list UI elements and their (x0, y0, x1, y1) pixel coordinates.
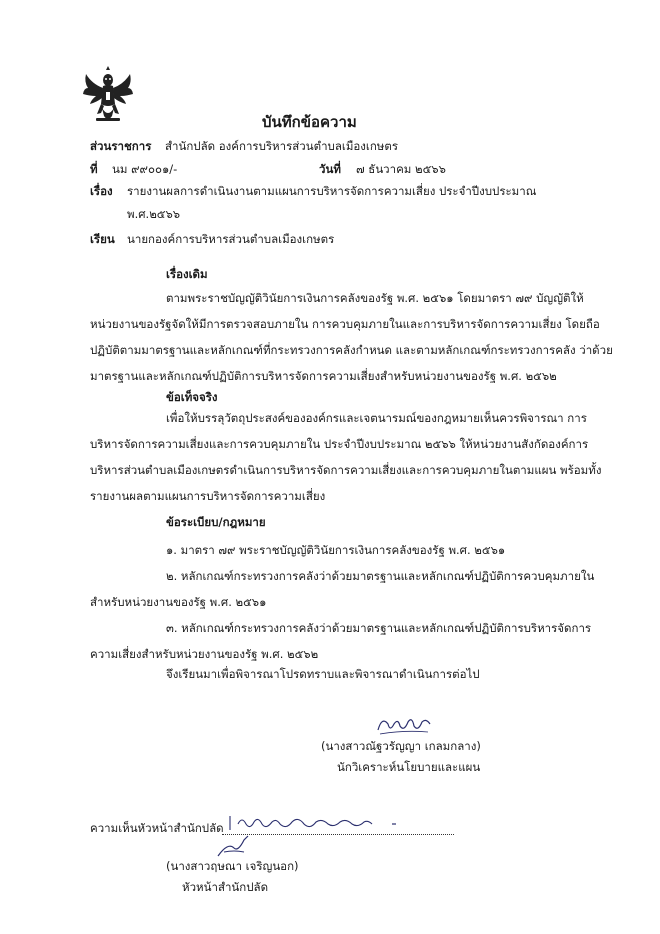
to-value: นายกองค์การบริหารส่วนตำบลเมืองเกษตร (127, 232, 335, 246)
background-heading: เรื่องเดิม (166, 267, 208, 281)
list-item-continuation: สำหรับหน่วยงานของรัฐ พ.ศ. ๒๕๖๑ (90, 595, 267, 609)
list-item-continuation: ความเสี่ยงสำหรับหน่วยงานของรัฐ พ.ศ. ๒๕๖๒ (90, 647, 319, 661)
signer-name: (นางสาวณัฐวรัญญา เกลมกลาง) (321, 739, 481, 753)
subject-line-1: รายงานผลการดำเนินงานตามแผนการบริหารจัดการความเสี่ยง ประจำปีงบประมาณ (127, 184, 537, 198)
list-item: ๓. หลักเกณฑ์กระทรวงการคลังว่าด้วยมาตรฐานและหลักเกณฑ์ปฏิบัติการบริหารจัดการ (166, 621, 592, 635)
handwritten-signature-icon (214, 834, 260, 860)
approval-label: ความเห็นหัวหน้าสำนักปลัด (90, 821, 224, 835)
garuda-emblem (82, 66, 134, 124)
closing-line: จึงเรียนมาเพื่อพิจารณาโปรดทราบและพิจารณาดำเนินการต่อไป (166, 667, 480, 681)
signer-signature (374, 712, 434, 742)
paragraph-line: ปฏิบัติตามมาตรฐานและหลักเกณฑ์ที่กระทรวงการคลังกำหนด และตามหลักเกณฑ์กระทรวงการคลัง ว่าด้วย (90, 343, 613, 357)
background-paragraph (90, 285, 613, 389)
to-label: เรียน (90, 232, 115, 246)
date-label: วันที่ (319, 162, 341, 176)
approver-position: หัวหน้าสำนักปลัด (182, 880, 269, 894)
subject-label: เรื่อง (90, 184, 113, 198)
ref-value: นม ๙๙๐๐๑/- (112, 162, 178, 176)
memo-title: บันทึกข้อความ (262, 113, 357, 131)
agency-label: ส่วนราชการ (90, 139, 152, 153)
paragraph-line: มาตรฐานและหลักเกณฑ์ปฏิบัติการบริหารจัดการความเสี่ยงสำหรับหน่วยงานของรัฐ พ.ศ. ๒๕๖๒ (90, 369, 557, 383)
paragraph-line: บริหารส่วนตำบลเมืองเกษตรดำเนินการบริหารจัดการความเสี่ยงและการควบคุมภายในตามแผน พร้อมทั้ง (90, 463, 602, 477)
paragraph-line: หน่วยงานของรัฐจัดให้มีการตรวจสอบภายใน การควบคุมภายในและการบริหารจัดการความเสี่ยง โดยถือ (90, 317, 600, 331)
subject-line-2: พ.ศ.๒๕๖๖ (127, 207, 181, 221)
paragraph-line: รายงานผลตามแผนการบริหารจัดการความเสี่ยง (90, 489, 326, 503)
regulations-list (90, 537, 595, 667)
ref-label: ที่ (90, 162, 98, 176)
facts-paragraph (90, 405, 602, 509)
handwritten-comment-icon (226, 812, 406, 834)
paragraph-line: เพื่อให้บรรลุวัตถุประสงค์ขององค์กรและเจตนารมณ์ของกฎหมายเห็นควรพิจารณา การ (166, 411, 587, 425)
list-item: ๑. มาตรา ๗๙ พระราชบัญญัติวินัยการเงินการคลังของรัฐ พ.ศ. ๒๕๖๑ (166, 543, 506, 557)
agency-value: สำนักปลัด องค์การบริหารส่วนตำบลเมืองเกษตร (165, 139, 399, 153)
signer-position: นักวิเคราะห์นโยบายและแผน (337, 760, 481, 774)
handwritten-signature-icon (374, 712, 434, 738)
garuda-icon (82, 66, 134, 124)
approver-name: (นางสาวฤษณา เจริญนอก) (166, 859, 299, 873)
regulations-heading: ข้อระเบียบ/กฎหมาย (166, 515, 266, 529)
paragraph-line: บริหารจัดการความเสี่ยงและการควบคุมภายใน ประจำปีงบประมาณ ๒๕๖๖ ให้หน่วยงานสังกัดองค์การ (90, 437, 589, 451)
date-value: ๗ ธันวาคม ๒๕๖๖ (356, 162, 446, 176)
paragraph-line: ตามพระราชบัญญัติวินัยการเงินการคลังของรัฐ พ.ศ. ๒๕๖๑ โดยมาตรา ๗๙ บัญญัติให้ (166, 291, 584, 305)
list-item: ๒. หลักเกณฑ์กระทรวงการคลังว่าด้วยมาตรฐานและหลักเกณฑ์ปฏิบัติการควบคุมภายใน (166, 569, 595, 583)
facts-heading: ข้อเท็จจริง (166, 390, 218, 404)
